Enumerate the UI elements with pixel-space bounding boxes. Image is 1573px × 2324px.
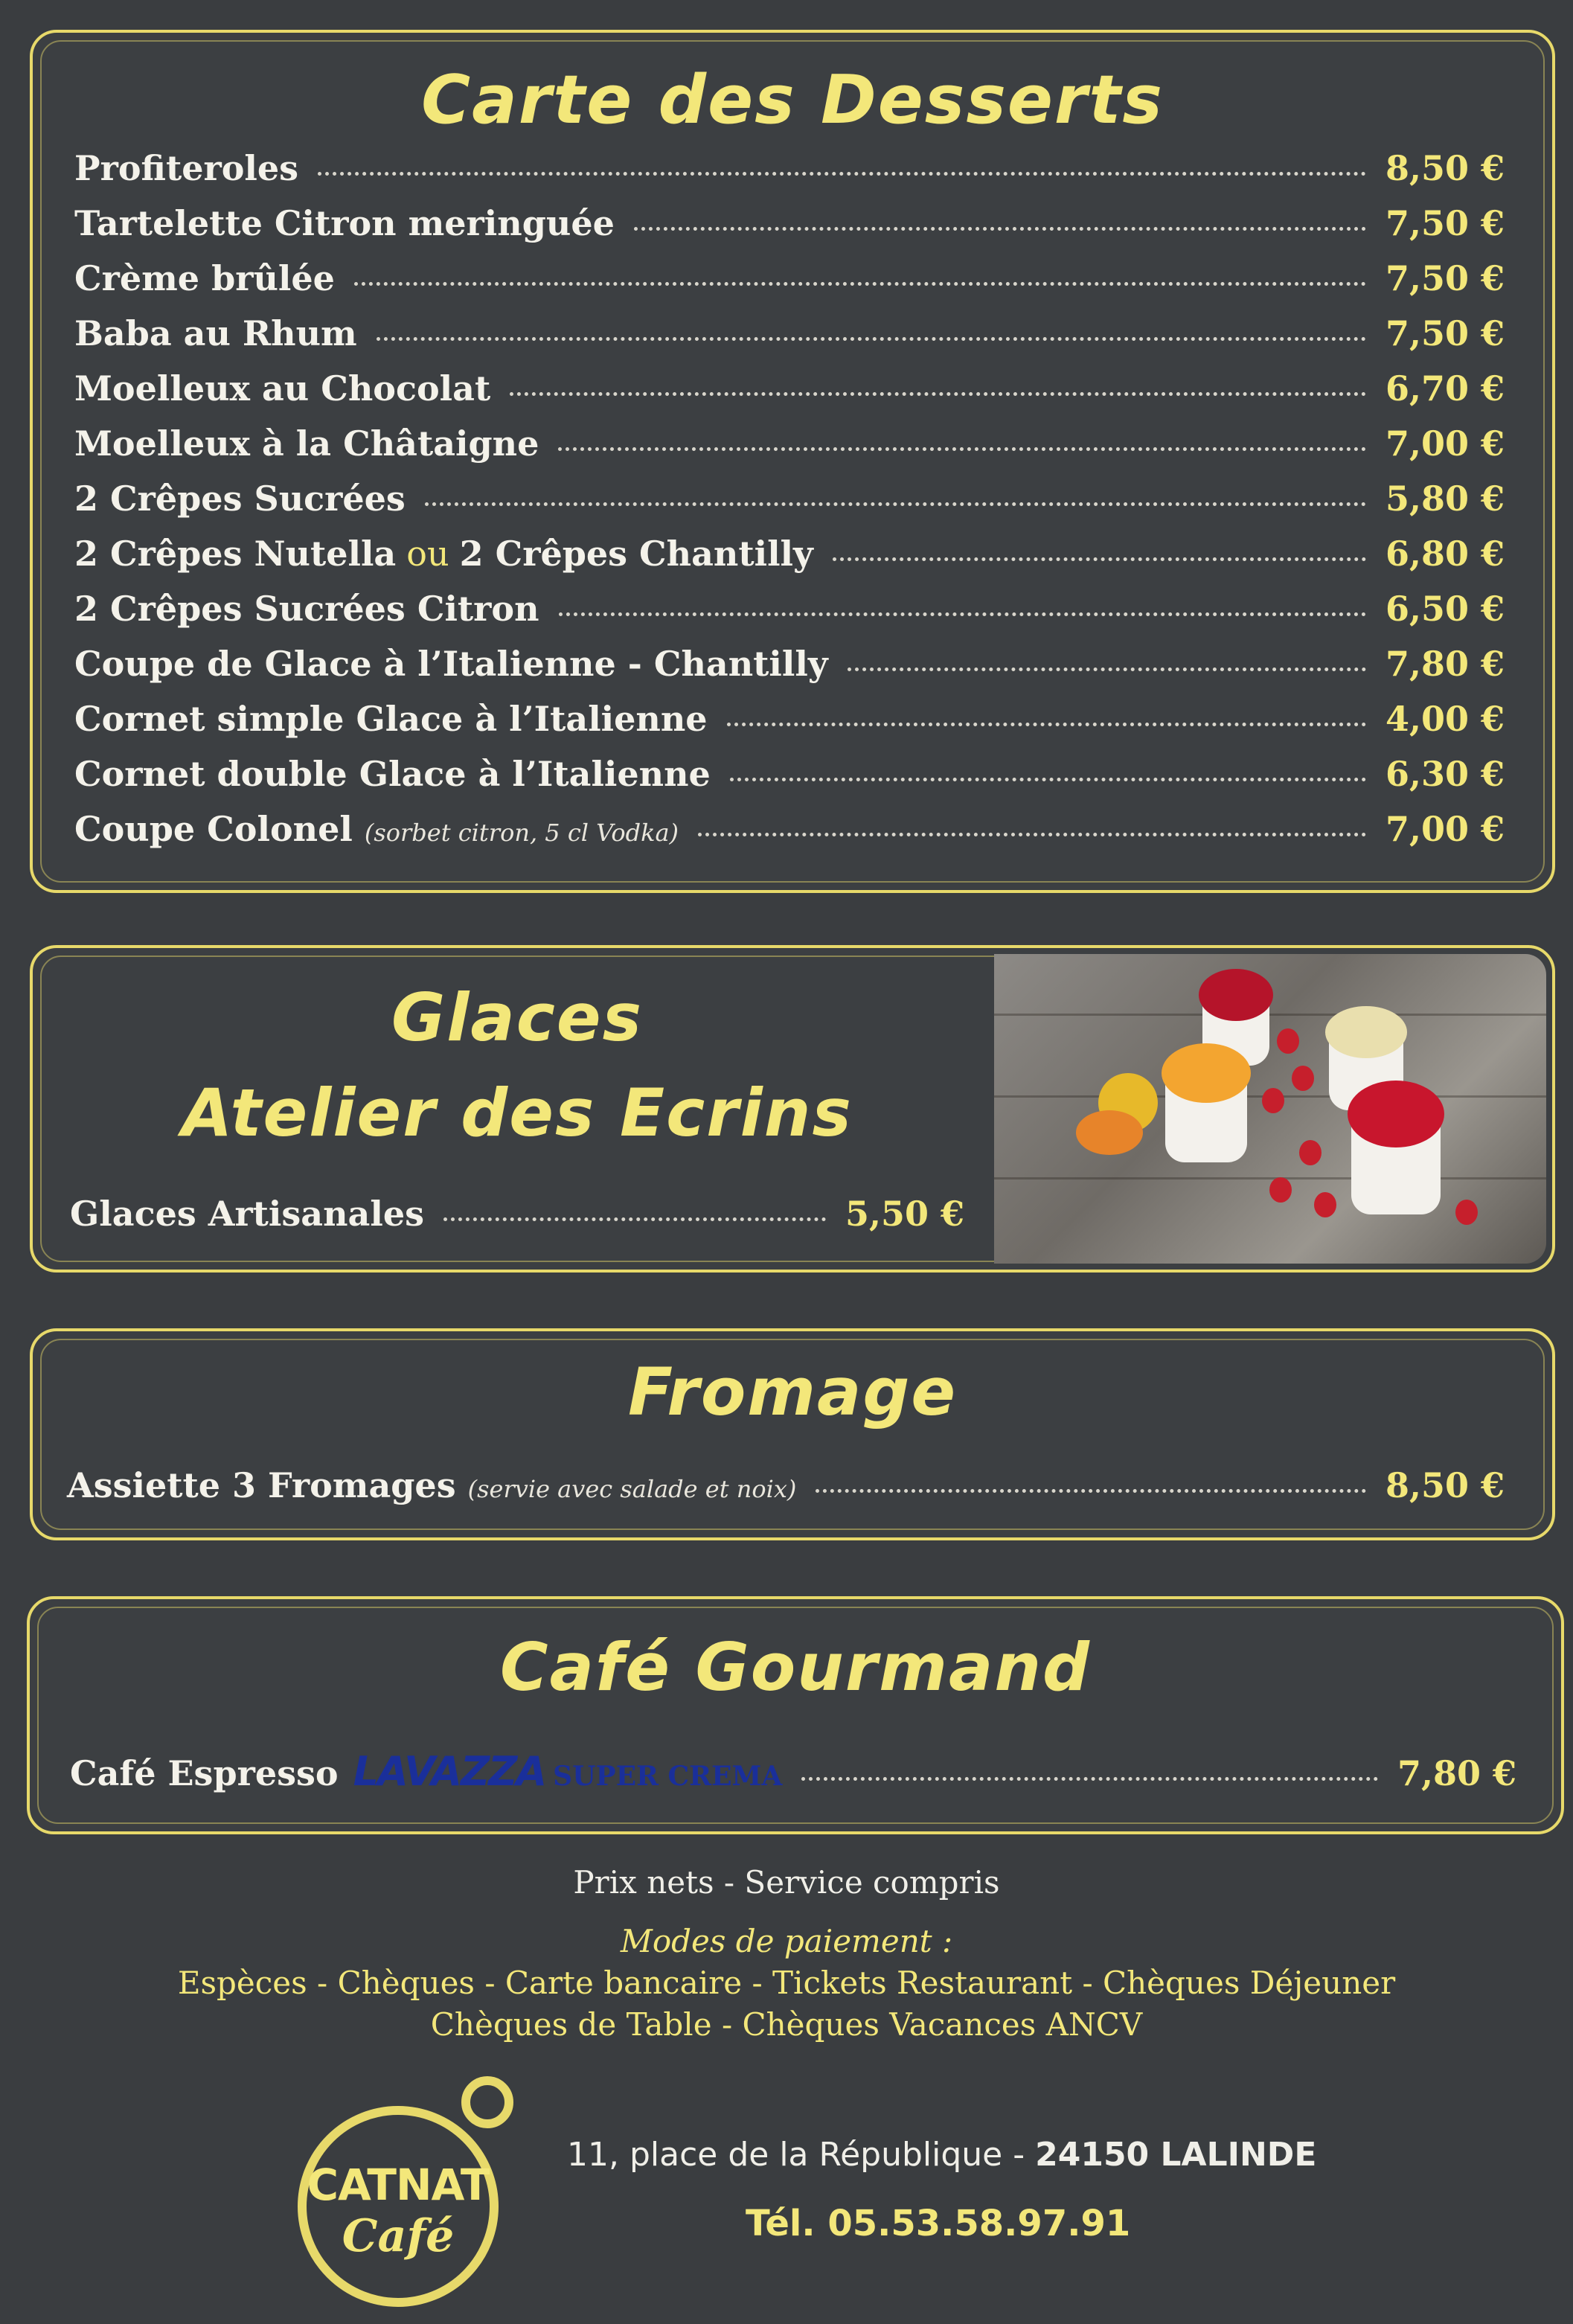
item-price: 6,50 €: [1385, 589, 1505, 629]
item-label: Coupe Colonel: [74, 809, 353, 849]
desserts-title: Carte des Desserts: [421, 61, 1164, 139]
glaces-panel: [30, 945, 1555, 1273]
leader-dots: [559, 605, 1366, 616]
leader-dots: [377, 330, 1366, 341]
prix-nets: Prix nets - Service compris: [573, 1864, 1000, 1901]
item-price: 7,00 €: [1385, 809, 1505, 849]
menu-item: [74, 644, 1505, 690]
item-label: Cornet simple Glace à l’Italienne: [74, 699, 708, 739]
menu-item: [74, 589, 1505, 635]
cup-handle-icon: [461, 2076, 513, 2128]
item-price: 7,00 €: [1385, 423, 1505, 464]
item-price: 7,80 €: [1397, 1753, 1516, 1793]
item-price: 8,50 €: [1385, 1465, 1505, 1505]
item-price: 6,80 €: [1385, 534, 1505, 574]
item-label: 2 Crêpes Sucrées Citron: [74, 589, 539, 629]
item-label: Moelleux à la Châtaigne: [74, 423, 539, 464]
leader-dots: [833, 550, 1366, 561]
menu-item: [74, 313, 1505, 359]
item-label: Glaces Artisanales: [70, 1194, 424, 1234]
leader-dots: [443, 1210, 826, 1221]
item-price: 7,50 €: [1385, 313, 1505, 353]
item-price: 5,80 €: [1385, 478, 1505, 519]
item-label: Café Espresso: [70, 1753, 339, 1793]
item-price: 8,50 €: [1385, 148, 1505, 188]
address-city: 24150 LALINDE: [1035, 2136, 1317, 2174]
menu-item-glaces-artisanales: [70, 1194, 964, 1240]
item-price: 4,00 €: [1385, 699, 1505, 739]
leader-dots: [558, 440, 1366, 451]
item-price: 7,50 €: [1385, 203, 1505, 243]
menu-item: [74, 754, 1505, 800]
menu-item: [74, 258, 1505, 304]
cafe-panel: [27, 1596, 1564, 1834]
item-label: Moelleux au Chocolat: [74, 368, 491, 409]
catnat-cafe-logo: [298, 2106, 499, 2307]
desserts-panel: [30, 30, 1555, 893]
menu-item: [74, 423, 1505, 470]
item-price: 7,50 €: [1385, 258, 1505, 298]
leader-dots: [816, 1482, 1366, 1493]
cafe-title: Café Gourmand: [499, 1629, 1092, 1706]
item-label: 2 Crêpes Sucrées: [74, 478, 406, 519]
leader-dots: [634, 220, 1366, 231]
item-price: 6,30 €: [1385, 754, 1505, 794]
menu-item: [74, 203, 1505, 249]
leader-dots: [801, 1770, 1378, 1781]
payment-title: Modes de paiement :: [620, 1923, 953, 1959]
fromage-panel: [30, 1328, 1555, 1540]
logo-line2: Café: [342, 2210, 455, 2262]
menu-item-assiette-fromages: [67, 1465, 1505, 1511]
item-note: (sorbet citron, 5 cl Vodka): [364, 819, 679, 847]
leader-dots: [510, 385, 1366, 396]
item-label: Crème brûlée: [74, 258, 335, 298]
menu-item-cafe-espresso: [70, 1748, 1516, 1794]
menu-item: [74, 148, 1505, 194]
item-label: Assiette 3 Fromages: [67, 1465, 456, 1505]
item-label-2: 2 Crêpes Chantilly: [459, 534, 813, 574]
menu-item: [74, 809, 1505, 855]
lavazza-subtitle: SUPER CREMA: [553, 1761, 783, 1792]
glaces-title-line1: Glaces: [391, 979, 643, 1056]
leader-dots: [354, 275, 1366, 286]
payment-methods-line1: Espèces - Chèques - Carte bancaire - Tickets Restaurant - Chèques Déjeuner: [177, 1965, 1396, 2001]
fromage-title: Fromage: [627, 1354, 958, 1430]
item-label: Tartelette Citron meringuée: [74, 203, 615, 243]
phone: Tél. 05.53.58.97.91: [746, 2203, 1131, 2244]
leader-dots: [848, 660, 1366, 671]
item-or: ou: [406, 534, 449, 574]
item-label: Cornet double Glace à l’Italienne: [74, 754, 711, 794]
item-label: 2 Crêpes Nutella: [74, 534, 397, 574]
leader-dots: [698, 825, 1366, 836]
menu-item: [74, 534, 1505, 580]
item-price: 6,70 €: [1385, 368, 1505, 409]
lavazza-logo: LAVAZZA: [353, 1748, 546, 1795]
leader-dots: [730, 770, 1366, 781]
menu-item: [74, 368, 1505, 414]
leader-dots: [318, 164, 1366, 176]
payment-methods-line2: Chèques de Table - Chèques Vacances ANCV: [430, 2006, 1143, 2043]
item-label: Profiteroles: [74, 148, 299, 188]
leader-dots: [425, 495, 1366, 506]
item-price: 7,80 €: [1385, 644, 1505, 684]
glaces-title-line2: Atelier des Ecrins: [182, 1075, 853, 1151]
menu-item: [74, 699, 1505, 745]
item-label: Coupe de Glace à l’Italienne - Chantilly: [74, 644, 828, 684]
logo-line1: CATNAT: [307, 2160, 490, 2210]
menu-item: [74, 478, 1505, 525]
address-street: 11, place de la République -: [567, 2136, 1036, 2174]
item-note: (servie avec salade et noix): [467, 1475, 797, 1503]
item-label: Baba au Rhum: [74, 313, 357, 353]
leader-dots: [727, 715, 1366, 726]
address: [567, 2136, 1316, 2174]
ice-cream-photo: [994, 954, 1546, 1264]
item-price: 5,50 €: [845, 1194, 964, 1234]
